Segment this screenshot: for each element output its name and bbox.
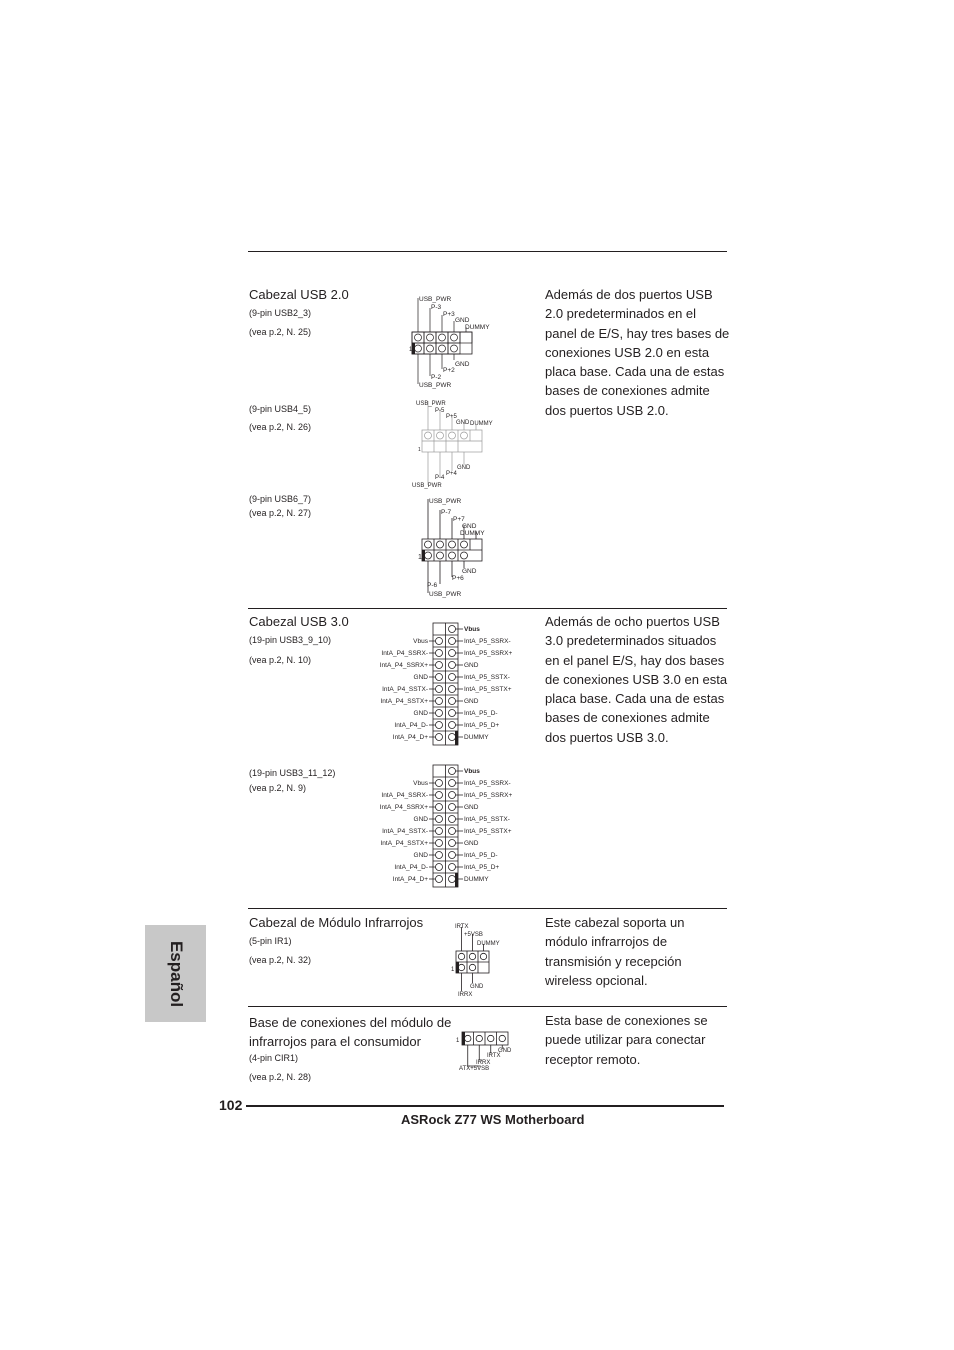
usb6-7-pin-top-1: P-7	[441, 509, 452, 516]
ir-spec: (5-pin IR1)	[249, 936, 292, 946]
usb2-3-pin-bottom-3: USB_PWR	[419, 382, 452, 389]
usb2-3-spec: (9-pin USB2_3)	[249, 308, 312, 318]
usb4-5-pin-bottom-1: P+4	[446, 471, 457, 477]
usb6-7-pin-top-2: P+7	[453, 516, 465, 523]
usb4-5-pin-top-4: DUMMY	[470, 421, 493, 427]
usb2-3-pin-bottom-0: GND	[455, 361, 470, 368]
usb6-7-pin-top-3: GND	[462, 523, 477, 530]
usb3a-left-pin-5: IntA_P4_SSTX+	[380, 698, 428, 705]
usb3-9-10-ref: (vea p.2, N. 10)	[249, 655, 312, 665]
usb3-description: Además de ocho puertos USB 3.0 predeterminados situados en el panel E/S, hay dos bases de conexiones USB 3.0 en esta placa base. Cada una de estas bases de conexiones admite dos puertos USB 3.0.	[545, 614, 728, 745]
usb3a-left-pin-6: GND	[413, 710, 428, 717]
ir-pin-bottom-1: IRRX	[458, 992, 473, 998]
usb3-11-12-header-diagram	[360, 762, 540, 890]
usb3a-right-pin-1: IntA_P5_SSRX-	[464, 638, 511, 645]
usb3-rule	[248, 608, 727, 609]
usb3-title: Cabezal USB 3.0	[249, 614, 349, 629]
ir-header-diagram	[448, 917, 508, 999]
usb3a-right-pin-3: GND	[464, 662, 479, 669]
ir-pin-bottom-0: GND	[470, 984, 484, 990]
ir-title: Cabezal de Módulo Infrarrojos	[249, 915, 424, 930]
usb4-5-pin-bottom-0: GND	[457, 465, 471, 471]
cir-pin-2: IRRX	[476, 1060, 491, 1066]
usb4-5-pin-top-3: GND	[456, 420, 470, 426]
cir-description: Esta base de conexiones se puede utilizar para conectar receptor remoto.	[545, 1013, 708, 1067]
usb2-description: Además de dos puertos USB 2.0 predeterminados en el panel de E/S, hay tres bases de conexiones USB 2.0 en esta placa base. Cada una de estas bases de conexiones admite dos puertos USB 2.0.	[545, 287, 730, 418]
usb3b-right-pin-6: GND	[464, 840, 479, 847]
usb2-3-ref: (vea p.2, N. 25)	[249, 327, 312, 337]
usb3a-left-pin-7: IntA_P4_D-	[394, 722, 428, 729]
usb3b-right-pin-3: GND	[464, 804, 479, 811]
footer-product: ASRock Z77 WS Motherboard	[401, 1112, 585, 1127]
usb4-5-ref: (vea p.2, N. 26)	[249, 422, 312, 432]
svg-text:1: 1	[409, 347, 413, 353]
usb6-7-ref: (vea p.2, N. 27)	[249, 508, 312, 518]
usb3b-left-pin-7: IntA_P4_D-	[394, 864, 428, 871]
usb6-7-pin-top-0: USB_PWR	[429, 498, 462, 505]
usb3a-right-pin-6: GND	[464, 698, 479, 705]
usb3b-right-pin-4: IntA_P5_SSTX-	[464, 816, 510, 823]
top-rule	[248, 251, 727, 252]
usb3a-right-pin-8: IntA_P5_D+	[464, 722, 500, 729]
usb6-7-pin-top-4: DUMMY	[460, 530, 485, 537]
usb4-5-pin-bottom-3: USB_PWR	[412, 483, 442, 489]
usb3b-right-pin-2: IntA_P5_SSRX+	[464, 792, 513, 799]
usb2-3-pin-top-4: DUMMY	[465, 324, 490, 331]
usb3b-right-pin-7: IntA_P5_D-	[464, 852, 498, 859]
usb3a-right-pin-4: IntA_P5_SSTX-	[464, 674, 510, 681]
ir-ref: (vea p.2, N. 32)	[249, 955, 312, 965]
cir-spec: (4-pin CIR1)	[249, 1053, 299, 1063]
page-number: 102	[219, 1097, 243, 1113]
cir-title: Base de conexiones del módulo de infrarrojos para el consumidor	[249, 1015, 452, 1050]
usb3b-left-pin-8: IntA_P4_D+	[392, 876, 428, 883]
cir-pin1: 1	[456, 1038, 460, 1044]
usb4-5-spec: (9-pin USB4_5)	[249, 404, 312, 414]
usb3a-left-pin-1: IntA_P4_SSRX-	[381, 650, 428, 657]
usb6-7-spec: (9-pin USB6_7)	[249, 494, 312, 504]
usb4-5-pin-top-2: P+5	[446, 414, 457, 420]
ir-pin-top-0: IRTX	[455, 924, 469, 930]
cir-pin-3: ATX+5VSB	[459, 1066, 490, 1072]
usb2-3-pin-bottom-2: P-2	[431, 374, 442, 381]
usb2-3-pin-top-1: P-3	[431, 304, 442, 311]
cir-header-diagram	[452, 1029, 522, 1075]
usb6-7-pin-bottom-1: P+6	[452, 575, 464, 582]
usb2-title: Cabezal USB 2.0	[249, 287, 349, 302]
usb3a-left-pin-8: IntA_P4_D+	[392, 734, 428, 741]
usb4-5-pin-bottom-2: P-4	[435, 475, 445, 481]
usb3a-right-pin-5: IntA_P5_SSTX+	[464, 686, 512, 693]
usb3b-left-pin-3: GND	[413, 816, 428, 823]
usb2-3-pin-bottom-1: P+2	[443, 367, 455, 374]
usb3b-right-pin-9: DUMMY	[464, 876, 489, 883]
usb3-9-10-header-diagram	[360, 620, 540, 748]
usb6-7-pin-bottom-2: P-6	[427, 582, 438, 589]
usb3b-left-pin-0: Vbus	[413, 780, 428, 787]
language-tab	[145, 925, 206, 1022]
usb3b-right-pin-8: IntA_P5_D+	[464, 864, 500, 871]
usb3b-left-pin-2: IntA_P4_SSRX+	[379, 804, 428, 811]
ir-pin-top-1: +5VSB	[464, 932, 483, 938]
ir-rule	[248, 908, 727, 909]
usb4-5-header-diagram	[410, 397, 510, 492]
cir-pin-0: GND	[498, 1048, 512, 1054]
usb3a-right-pin-2: IntA_P5_SSRX+	[464, 650, 513, 657]
svg-text:1: 1	[418, 447, 421, 453]
footer-rule	[246, 1105, 724, 1107]
ir-pin-top-2: DUMMY	[477, 941, 500, 947]
usb4-5-pin-top-0: USB_PWR	[416, 401, 446, 407]
usb3a-right-pin-0: Vbus	[464, 626, 480, 633]
usb6-7-header-diagram	[414, 493, 514, 601]
usb3b-left-pin-1: IntA_P4_SSRX-	[381, 792, 428, 799]
usb3-11-12-spec: (19-pin USB3_11_12)	[249, 768, 336, 778]
usb6-7-pin-bottom-0: GND	[462, 568, 477, 575]
svg-text:1: 1	[418, 554, 422, 561]
ir-pin1: 1	[451, 967, 455, 973]
usb2-3-pin-top-2: P+3	[443, 311, 455, 318]
ir-description: Este cabezal soporta un módulo infrarrojos de transmisión y recepción wireless opcional.	[545, 915, 685, 988]
usb4-5-pin-top-1: P-5	[435, 408, 445, 414]
usb3-11-12-ref: (vea p.2, N. 9)	[249, 783, 307, 793]
usb3b-right-pin-1: IntA_P5_SSRX-	[464, 780, 511, 787]
usb3a-right-pin-7: IntA_P5_D-	[464, 710, 498, 717]
usb3b-right-pin-5: IntA_P5_SSTX+	[464, 828, 512, 835]
cir-pin-1: IRTX	[487, 1053, 501, 1059]
usb3a-left-pin-0: Vbus	[413, 638, 428, 645]
usb3a-left-pin-2: IntA_P4_SSRX+	[379, 662, 428, 669]
usb2-3-pin-top-0: USB_PWR	[419, 296, 452, 303]
language-tab-label: Español	[166, 940, 186, 1007]
cir-ref: (vea p.2, N. 28)	[249, 1072, 312, 1082]
usb3b-left-pin-6: GND	[413, 852, 428, 859]
cir-rule	[248, 1006, 727, 1007]
usb3-9-10-spec: (19-pin USB3_9_10)	[249, 635, 332, 645]
usb3a-left-pin-3: GND	[413, 674, 428, 681]
usb3a-right-pin-9: DUMMY	[464, 734, 489, 741]
usb2-3-header-diagram	[405, 292, 505, 392]
usb3a-left-pin-4: IntA_P4_SSTX-	[382, 686, 428, 693]
usb3b-right-pin-0: Vbus	[464, 768, 480, 775]
usb3b-left-pin-5: IntA_P4_SSTX+	[380, 840, 428, 847]
usb6-7-pin-bottom-3: USB_PWR	[429, 591, 462, 598]
usb3b-left-pin-4: IntA_P4_SSTX-	[382, 828, 428, 835]
usb2-3-pin-top-3: GND	[455, 317, 470, 324]
